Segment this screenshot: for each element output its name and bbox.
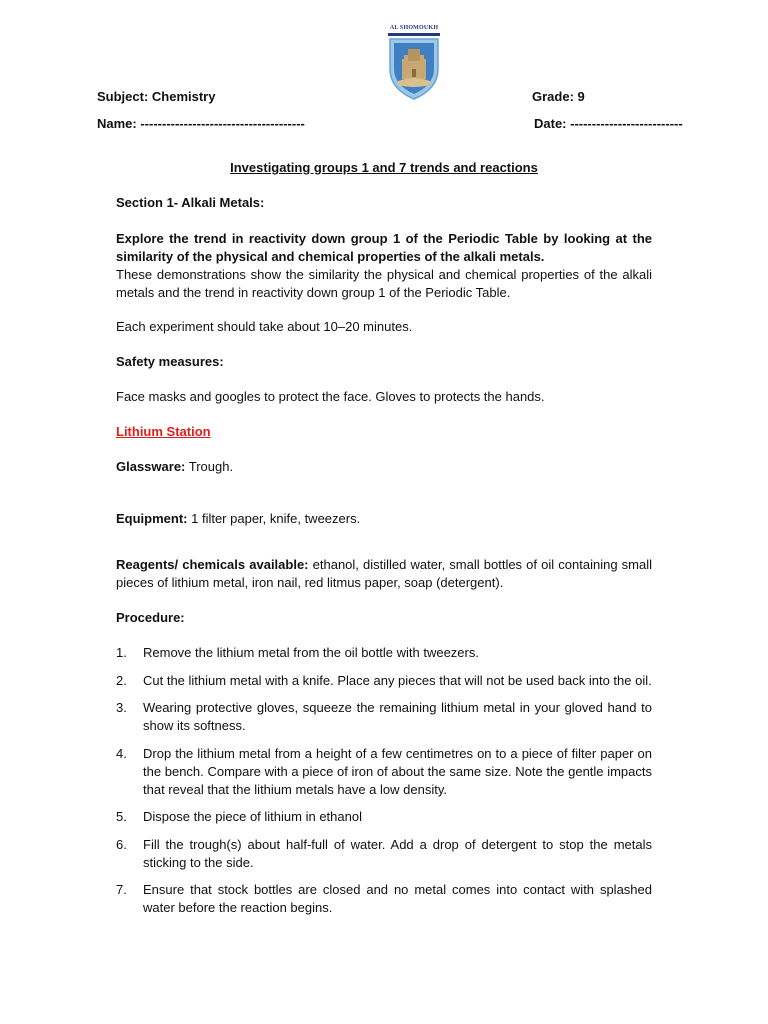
- procedure-step: [116, 808, 652, 826]
- procedure-heading: Procedure:: [116, 610, 185, 625]
- step-text: Cut the lithium metal with a knife. Place any pieces that will not be used back into the oil.: [143, 672, 652, 688]
- station-title-text: Lithium Station: [116, 424, 211, 439]
- step-number: 6.: [116, 836, 127, 852]
- step-text: Drop the lithium metal from a height of a few centimetres on to a piece of filter paper on the bench. Compare with a piece of iron of about the same size. Note the gentle impacts that reveal that the lithium metals have a low density.: [143, 745, 652, 797]
- station-title: [116, 423, 652, 441]
- glassware-label: Glassware:: [116, 459, 186, 474]
- step-number: 5.: [116, 809, 127, 824]
- step-text: Wearing protective gloves, squeeze the remaining lithium metal in your gloved hand to show its softness.: [143, 700, 652, 733]
- glassware-line: [116, 458, 652, 476]
- grade-label: Grade: 9: [532, 89, 585, 104]
- equipment-label: Equipment:: [116, 511, 188, 526]
- step-number: 2.: [116, 672, 127, 688]
- step-text: Ensure that stock bottles are closed and no metal comes into contact with splashed water before the reaction begins.: [143, 882, 652, 915]
- subject-label: Subject: Chemistry: [97, 89, 216, 104]
- equipment-value: 1 filter paper, knife, tweezers.: [187, 511, 361, 526]
- reagents-paragraph: [116, 556, 652, 592]
- step-text: Remove the lithium metal from the oil bottle with tweezers.: [143, 645, 479, 660]
- name-field: Name: --------------------------------------: [97, 116, 305, 131]
- procedure-step: [116, 745, 652, 799]
- equipment-line: [116, 510, 652, 528]
- intro-paragraph: [116, 230, 652, 302]
- step-number: 7.: [116, 882, 127, 897]
- date-field: Date: --------------------------: [534, 116, 683, 131]
- duration-text: Each experiment should take about 10–20 minutes.: [116, 319, 413, 334]
- procedure-step: [116, 644, 652, 662]
- page-title: Investigating groups 1 and 7 trends and reactions: [230, 160, 538, 175]
- step-number: 1.: [116, 645, 127, 660]
- procedure-step: [116, 672, 652, 690]
- step-number: 4.: [116, 745, 127, 761]
- school-logo: [382, 25, 446, 101]
- procedure-step: [116, 881, 652, 917]
- procedure-step: [116, 699, 652, 735]
- reagents-value: ethanol, distilled water, small bottles of oil containing small pieces of lithium metal, iron nail, red litmus paper, soap (detergent).: [116, 557, 653, 590]
- procedure-list: [116, 644, 652, 927]
- logo-text: AL SHOMOUKH: [389, 25, 439, 31]
- intro-text: These demonstrations show the similarity the physical and chemical properties of the alkali metals and the trend in reactivity down group 1 of the Periodic Table.: [116, 267, 652, 300]
- step-number: 3.: [116, 700, 127, 715]
- shield-icon: [382, 25, 446, 101]
- intro-bold: Explore the trend in reactivity down group 1 of the Periodic Table by looking at the similarity of the physical and chemical properties of the alkali metals.: [116, 231, 652, 264]
- section-heading: Section 1- Alkali Metals:: [116, 195, 265, 210]
- step-text: Fill the trough(s) about half-full of water. Add a drop of detergent to stop the metals sticking to the side.: [143, 836, 652, 870]
- safety-heading: Safety measures:: [116, 354, 224, 369]
- glassware-value: Trough.: [185, 459, 234, 474]
- step-text: Dispose the piece of lithium in ethanol: [143, 809, 362, 824]
- safety-text: Face masks and googles to protect the face. Gloves to protects the hands.: [116, 389, 545, 404]
- procedure-step: [116, 836, 652, 872]
- reagents-label: Reagents/ chemicals available:: [116, 557, 309, 572]
